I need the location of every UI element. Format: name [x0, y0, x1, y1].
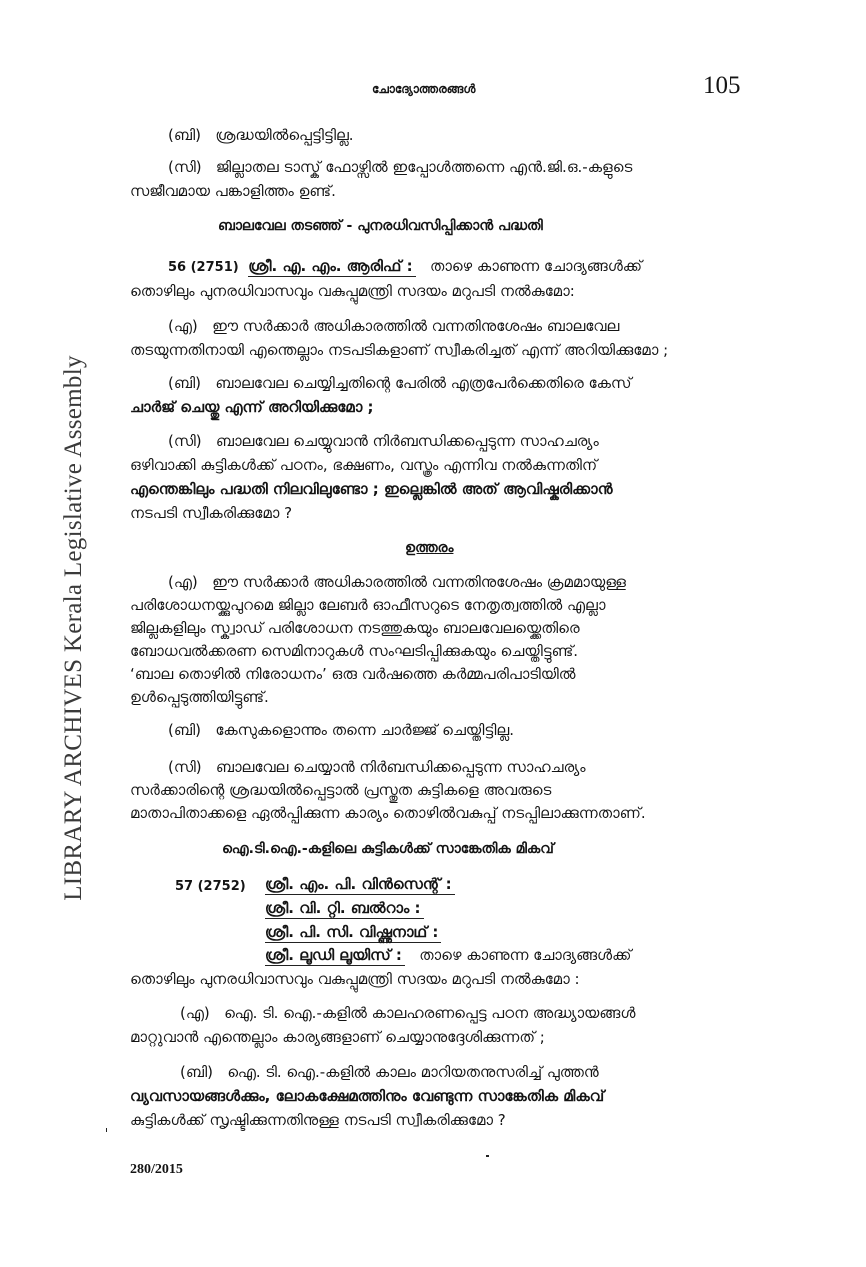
member-name-text: ശ്രീ. എം. പി. വിൻസെന്റ് : [265, 875, 455, 895]
page-number: 105 [703, 72, 741, 99]
member-name [265, 897, 424, 919]
member-name [265, 921, 441, 943]
question-item-a [180, 1002, 635, 1024]
member-name: ശ്രീ. എ. എം. ആരിഫ് : [248, 257, 415, 277]
archive-watermark: LIBRARY ARCHIVES Kerala Legislative Assembly [60, 355, 87, 901]
question-item-c [168, 430, 599, 452]
item-text: ഈ സർക്കാർ അധികാരത്തിൽ വന്നതിനുശേഷം ക്രമമായുള്ള [212, 573, 626, 591]
question-item-b-cont: കുട്ടികൾക്ക് സൃഷ്ടിക്കുന്നതിനുള്ള നടപടി സ്വീകരിക്കുമോ ? [130, 1111, 506, 1129]
question-intro [168, 255, 642, 279]
answer-heading: ഉത്തരം [405, 540, 454, 556]
answer-item-a-cont: ഉൾപ്പെടുത്തിയിട്ടുണ്ട്. [130, 688, 269, 706]
answer-item-a-cont: ‘ബാല തൊഴിൽ നിരോധനം’ ഒരു വർഷത്തെ കർമ്മപരിപാടിയിൽ [130, 665, 576, 683]
footer-code: 280/2015 [130, 1162, 183, 1177]
item-text: ശ്രദ്ധയിൽപ്പെട്ടിട്ടില്ല. [215, 126, 354, 144]
member-name-text: ശ്രീ. വി. റ്റി. ബൽറാം : [265, 899, 424, 919]
question-intro-cont: തൊഴിലും പുനരധിവാസവും വകുപ്പുമന്ത്രി സദയം മറുപടി നൽകുമോ : [130, 970, 580, 988]
question-item-b-cont: ചാർജ് ചെയ്തു എന്ന് അറിയിക്കുമോ ; [130, 398, 374, 416]
intro-text: താഴെ കാണുന്ന ചോദ്യങ്ങൾക്ക് [429, 257, 643, 275]
prev-answer-c-cont: സജീവമായ പങ്കാളിത്തം ഉണ്ട്. [130, 182, 336, 200]
question-number: 56 (2751) [168, 260, 239, 275]
item-text: ബാലവേല ചെയ്യാൻ നിർബന്ധിക്കപ്പെടുന്ന സാഹചര്യം [215, 758, 586, 776]
answer-item-b [168, 719, 514, 741]
item-label: (എ) [168, 317, 198, 335]
answer-item-a-cont: ജില്ലകളിലും സ്ക്വാഡ് പരിശോധന നടത്തുകയും ബാലവേലയ്ക്കെതിരെ [130, 619, 580, 637]
answer-item-c-cont: സർക്കാരിന്റെ ശ്രദ്ധയിൽപ്പെട്ടാൽ പ്രസ്തുത കുട്ടികളെ അവരുടെ [130, 781, 552, 799]
question-item-a-cont: തടയുന്നതിനായി എന്തെല്ലാം നടപടികളാണ് സ്വീകരിച്ചത് എന്ന് അറിയിക്കുമോ ; [130, 341, 669, 359]
margin-tick [106, 1128, 107, 1132]
margin-tick [486, 1155, 489, 1157]
question-intro-cont: തൊഴിലും പുനരധിവാസവും വകുപ്പുമന്ത്രി സദയം മറുപടി നൽകുമോ: [130, 282, 575, 300]
item-label: (സി) [168, 758, 202, 776]
item-text: ജില്ലാതല ടാസ്ക് ഫോഴ്സിൽ ഇപ്പോൾത്തന്നെ എൻ.ജി.ഒ.-കളുടെ [215, 158, 633, 176]
member-name [265, 873, 455, 895]
prev-answer-c [168, 156, 632, 178]
item-label: (സി) [168, 158, 202, 176]
section-heading: ഐ.ടി.ഐ.-കളിലെ കുട്ടികൾക്ക് സാങ്കേതിക മികവ് [222, 841, 554, 857]
member-name-text: ശ്രീ. ലൂഡി ലൂയിസ് : [265, 946, 405, 966]
prev-answer-b [168, 124, 354, 146]
item-label: (സി) [168, 432, 202, 450]
section-heading: ബാലവേല തടഞ്ഞ് - പുനരധിവസിപ്പിക്കാൻ പദ്ധതി [218, 218, 543, 234]
item-text: ഈ സർക്കാർ അധികാരത്തിൽ വന്നതിനുശേഷം ബാലവേല [212, 317, 620, 335]
question-item-b [168, 372, 631, 394]
question-item-a-cont: മാറ്റുവാൻ എന്തെല്ലാം കാര്യങ്ങളാണ് ചെയ്യാനുദ്ദേശിക്കുന്നത് ; [130, 1028, 545, 1046]
item-text: കേസുകളൊന്നും തന്നെ ചാർജ്ജ് ചെയ്തിട്ടില്ല. [215, 721, 515, 739]
item-text: ബാലവേല ചെയ്യുവാൻ നിർബന്ധിക്കപ്പെടുന്ന സാഹചര്യം [215, 432, 599, 450]
item-label: (ബി) [168, 126, 202, 144]
question-item-b [180, 1061, 599, 1083]
item-text: ഐ. ടി. ഐ.-കളിൽ കാലം മാറിയതനുസരിച്ച് പുത്തൻ [227, 1063, 599, 1081]
answer-item-a [168, 571, 626, 593]
answer-item-c-cont: മാതാപിതാക്കളെ ഏൽപ്പിക്കുന്ന കാര്യം തൊഴിൽവകുപ്പ് നടപ്പിലാക്കുന്നതാണ്. [130, 804, 646, 822]
item-label: (ബി) [168, 721, 202, 739]
member-name-text: ശ്രീ. പി. സി. വിഷ്ണുനാഥ് : [265, 923, 441, 943]
running-title: ചോദ്യോത്തരങ്ങൾ [372, 82, 476, 96]
item-label: (എ) [180, 1004, 210, 1022]
question-item-c-cont: നടപടി സ്വീകരിക്കുമോ ? [130, 504, 293, 522]
question-item-c-cont: ഒഴിവാക്കി കുട്ടികൾക്ക് പഠനം, ഭക്ഷണം, വസ്ത്രം എന്നിവ നൽകുന്നതിന് [130, 456, 598, 474]
item-label: (ബി) [180, 1063, 214, 1081]
item-label: (ബി) [168, 374, 202, 392]
question-item-b-cont: വ്യവസായങ്ങൾക്കും, ലോകക്ഷേമത്തിനും വേണ്ടുന്ന സാങ്കേതിക മികവ് [130, 1087, 605, 1105]
question-item-c-cont: എന്തെങ്കിലും പദ്ധതി നിലവിലുണ്ടോ ; ഇല്ലെങ്കിൽ അത് ആവിഷ്കരിക്കാൻ [130, 480, 613, 498]
intro-text: താഴെ കാണുന്ന ചോദ്യങ്ങൾക്ക് [419, 946, 632, 964]
item-text: ബാലവേല ചെയ്യിച്ചതിന്റെ പേരിൽ എത്രപേർക്കെതിരെ കേസ് [215, 374, 632, 392]
answer-item-c [168, 756, 586, 778]
item-label: (എ) [168, 573, 198, 591]
answer-item-a-cont: പരിശോധനയ്ക്കുപുറമെ ജില്ലാ ലേബർ ഓഫീസറുടെ നേതൃത്വത്തിൽ എല്ലാ [130, 596, 606, 614]
question-number: 57 (2752) [175, 879, 246, 894]
answer-item-a-cont: ബോധവൽക്കരണ സെമിനാറുകൾ സംഘടിപ്പിക്കുകയും ചെയ്തിട്ടുണ്ട്. [130, 642, 579, 660]
item-text: ഐ. ടി. ഐ.-കളിൽ കാലഹരണപ്പെട്ട പഠന അദ്ധ്യായങ്ങൾ [224, 1004, 636, 1022]
question-item-a [168, 315, 619, 337]
question-intro [265, 944, 631, 966]
